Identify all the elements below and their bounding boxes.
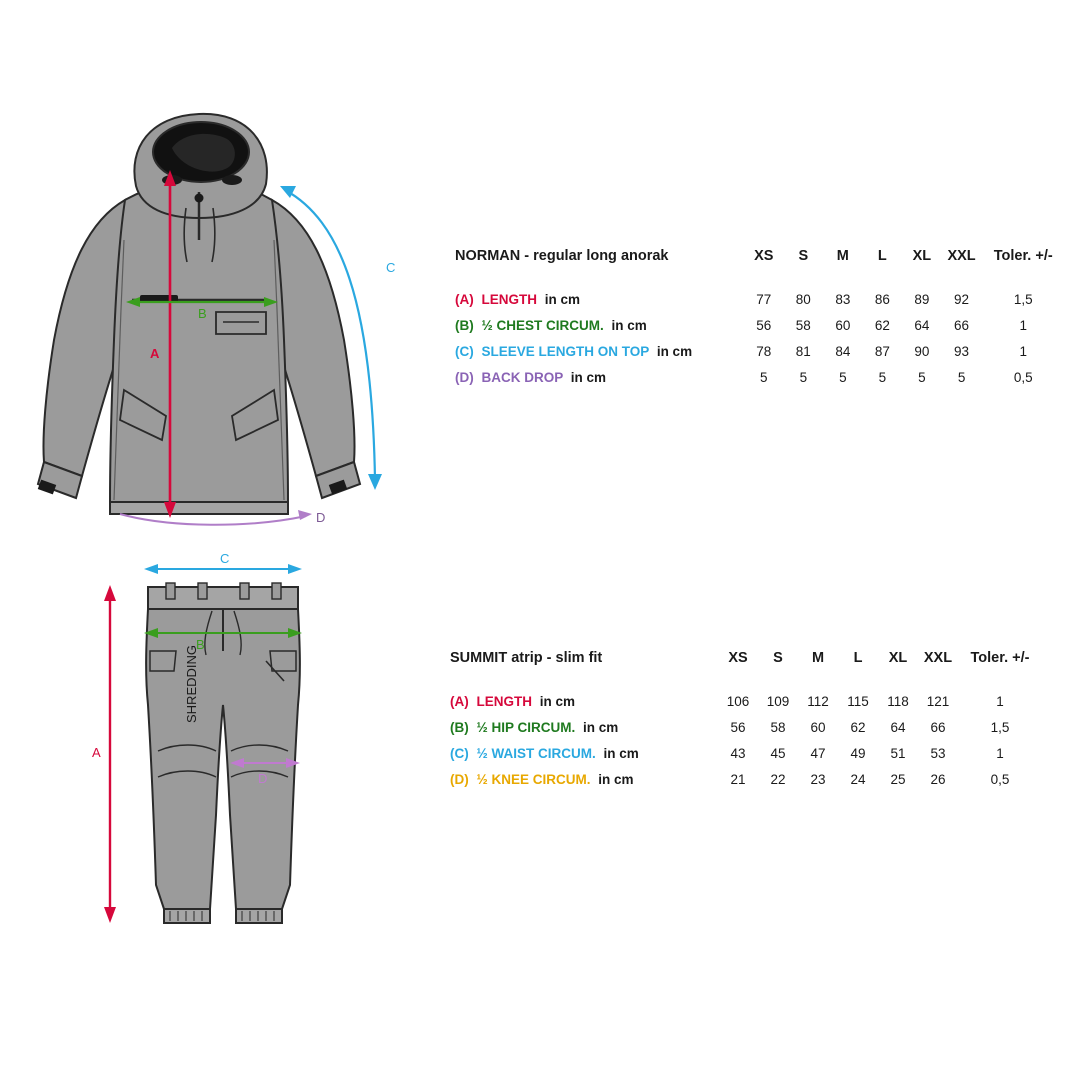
row-code-b: (B) [455,317,474,333]
cell-value: 62 [850,719,866,735]
table-row [450,714,1042,740]
anorak-table-title: NORMAN - regular long anorak [455,248,669,264]
table-row [450,766,1042,792]
marker-b-pants: B [196,637,205,652]
cell-value: 80 [795,291,811,307]
row-label-length [455,286,744,312]
table-row [455,338,1065,364]
row-name-knee: ½ KNEE CIRCUM. [476,771,591,787]
row-name-backdrop: BACK DROP [481,369,564,385]
cell-value: 60 [810,719,826,735]
cell-value: 22 [770,771,786,787]
row-code-d: (D) [450,771,469,787]
anorak-size-table [455,248,1065,390]
measure-c-waist-arrow [144,551,302,574]
cell-tolerance: 0,5 [1013,369,1033,385]
cell-value: 21 [730,771,746,787]
table-row [450,740,1042,766]
cell-value: 47 [810,745,826,761]
row-label-length [450,688,718,714]
anorak-measurements-table [455,248,1065,390]
anorak-illustration [20,90,440,540]
row-name-sleeve: SLEEVE LENGTH ON TOP [481,343,650,359]
cell-value: 23 [810,771,826,787]
cell-value: 84 [835,343,851,359]
cell-value: 106 [726,693,750,709]
row-name-hip: ½ HIP CIRCUM. [476,719,576,735]
cell-tolerance: 1,5 [990,719,1010,735]
row-unit-backdrop: in cm [570,369,607,385]
row-label-sleeve [455,338,744,364]
cell-value: 86 [874,291,890,307]
row-label-backdrop [455,364,744,390]
cell-value: 5 [878,369,887,385]
cell-value: 112 [807,693,829,709]
cell-value: 5 [957,369,966,385]
cell-value: 60 [835,317,851,333]
row-code-b: (B) [450,719,469,735]
cell-value: 77 [756,291,772,307]
row-label-waist [450,740,718,766]
row-name-length: LENGTH [476,693,533,709]
header-size-m: M [836,248,849,264]
header-size-s: S [798,248,809,264]
cell-value: 121 [926,693,950,709]
cell-value: 56 [756,317,772,333]
row-unit-length: in cm [539,693,576,709]
cell-tolerance: 1 [1019,317,1027,333]
table-row [450,688,1042,714]
header-tolerance: Toler. +/- [993,248,1053,264]
cell-value: 58 [795,317,811,333]
pants-table-title: SUMMIT atrip - slim fit [450,650,603,666]
cell-value: 24 [850,771,866,787]
header-size-l: L [877,248,887,264]
marker-b-jacket: B [198,306,207,321]
row-unit-length: in cm [544,291,581,307]
row-code-a: (A) [450,693,469,709]
cell-value: 51 [890,745,906,761]
row-code-a: (A) [455,291,474,307]
marker-c-jacket: C [386,260,396,275]
cell-value: 25 [890,771,906,787]
header-size-xl: XL [912,248,932,264]
table-row [455,364,1065,390]
row-code-c: (C) [450,745,469,761]
measure-a-pants-arrow [92,585,116,923]
row-unit-hip: in cm [583,719,619,735]
cell-tolerance: 1,5 [1013,291,1033,307]
row-unit-chest: in cm [611,317,647,333]
cell-value: 115 [847,693,869,709]
cell-value: 109 [766,693,790,709]
pants-size-table [450,650,1065,792]
cell-value: 5 [918,369,926,385]
pants-illustration [70,551,390,935]
row-label-chest [455,312,744,338]
row-name-chest: ½ CHEST CIRCUM. [481,317,604,333]
header-size-xxl: XXL [947,248,976,264]
table-row [455,286,1065,312]
cell-value: 58 [770,719,786,735]
cell-tolerance: 0,5 [990,771,1010,787]
cell-value: 92 [954,291,970,307]
cell-value: 66 [930,719,946,735]
header-size-xxl: XXL [923,650,953,666]
cell-value: 90 [914,343,930,359]
header-size-m: M [811,650,825,666]
marker-d-pants: D [258,771,268,786]
header-size-s: S [773,650,783,666]
cell-value: 56 [730,719,746,735]
row-label-knee [450,766,718,792]
header-size-xs: XS [754,248,774,264]
cell-value: 89 [914,291,930,307]
cell-value: 62 [874,317,890,333]
row-code-d: (D) [455,369,474,385]
cell-value: 5 [839,369,847,385]
cell-value: 5 [760,369,768,385]
pants-measurements-table [450,650,1042,792]
cell-value: 64 [890,719,906,735]
marker-c-pants: C [220,551,230,566]
cell-tolerance: 1 [1019,343,1027,359]
cell-tolerance: 1 [996,745,1004,761]
cell-value: 78 [756,343,772,359]
header-size-xs: XS [728,650,748,666]
cell-value: 53 [930,745,946,761]
table-header-row [455,248,1065,286]
row-unit-sleeve: in cm [656,343,693,359]
cell-value: 81 [795,343,811,359]
table-row [455,312,1065,338]
row-name-length: LENGTH [481,291,538,307]
header-tolerance: Toler. +/- [970,650,1030,666]
header-size-l: L [853,650,863,666]
header-size-xl: XL [888,650,908,666]
marker-a-jacket: A [150,346,160,361]
row-code-c: (C) [455,343,474,359]
brand-text-vertical: SHREDDING [184,644,199,723]
cell-value: 93 [954,343,970,359]
cell-value: 66 [954,317,970,333]
cell-value: 49 [850,745,866,761]
cell-tolerance: 1 [996,693,1004,709]
row-name-waist: ½ WAIST CIRCUM. [476,745,596,761]
row-unit-knee: in cm [598,771,634,787]
cell-value: 83 [835,291,851,307]
marker-a-pants: A [92,745,101,760]
cell-value: 87 [874,343,890,359]
cell-value: 64 [914,317,930,333]
marker-d-jacket: D [316,510,326,525]
table-header-row [450,650,1042,688]
cell-value: 45 [770,745,786,761]
row-label-hip [450,714,718,740]
cell-value: 118 [887,693,909,709]
cell-value: 5 [799,369,808,385]
cell-value: 43 [730,745,746,761]
row-unit-waist: in cm [603,745,639,761]
cell-value: 26 [930,771,946,787]
